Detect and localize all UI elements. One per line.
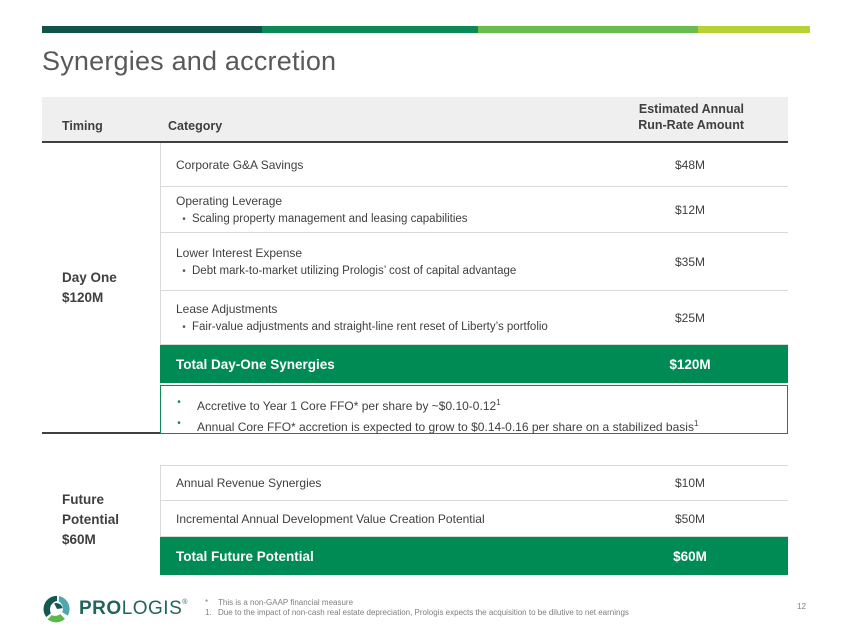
logo-logis: LOGIS	[121, 598, 183, 619]
footnote-marker: 1.	[205, 608, 212, 617]
category-cell	[160, 157, 620, 173]
footnote-text: Due to the impact of non-cash real estate depreciation, Prologis expects the acquisition to be dilutive to net earnings	[218, 608, 629, 617]
total-day-one-synergies-row	[160, 345, 788, 383]
category-detail-text: Scaling property management and leasing capabilities	[192, 212, 468, 225]
prologis-wordmark	[79, 598, 188, 620]
header-amount	[638, 101, 744, 133]
total-label: Total Future Potential	[176, 548, 314, 564]
footnote-text: This is a non-GAAP financial measure	[218, 598, 354, 607]
timing-day-one-line2: $120M	[62, 289, 104, 305]
prologis-logo	[42, 592, 188, 626]
total-label: Total Day-One Synergies	[176, 356, 335, 372]
category-detail	[176, 212, 620, 227]
accent-bar-segment-1	[42, 26, 262, 33]
prologis-globe-icon	[42, 594, 72, 624]
logo-pro: PRO	[79, 598, 122, 619]
timing-cell-day-one	[42, 143, 160, 434]
page-number: 12	[797, 602, 806, 611]
header-timing: Timing	[62, 119, 103, 133]
accent-bar	[42, 26, 810, 33]
category-detail	[176, 264, 620, 279]
amount-value: $48M	[674, 157, 706, 172]
table-row-lease-adjustments	[160, 291, 788, 345]
accent-bar-segment-4	[698, 26, 810, 33]
timing-future-line1: Future	[62, 492, 104, 507]
amount-value: $50M	[674, 511, 706, 526]
timing-day-one-line1: Day One	[62, 269, 117, 285]
footnote-marker: *	[205, 598, 209, 607]
callout-text: Annual Core FFO* accretion is expected to grow to $0.14-0.16 per share on a stabilized basis$^1$	[197, 419, 699, 434]
accretion-callout-box	[160, 385, 788, 434]
bullet-icon: •	[177, 418, 181, 429]
category-cell	[160, 301, 620, 335]
callout-line	[161, 415, 787, 436]
table-row-annual-revenue-synergies	[160, 465, 788, 501]
category-detail	[176, 320, 620, 335]
category-label: Annual Revenue Synergies	[176, 476, 322, 490]
header-amount-line2: Run-Rate Amount	[638, 118, 744, 132]
callout-text: Accretive to Year 1 Core FFO* per share by ~$0.10-0.12$^1$	[197, 398, 501, 413]
amount-value: $10M	[674, 476, 706, 490]
table-row-lower-interest-expense	[160, 233, 788, 291]
category-cell	[160, 245, 620, 279]
amount-value: $35M	[674, 254, 706, 269]
timing-future-line2: Potential	[62, 512, 120, 527]
table-row-corporate-ga-savings	[160, 143, 788, 187]
category-cell	[160, 193, 620, 227]
table-row-operating-leverage	[160, 187, 788, 233]
category-label: Incremental Annual Development Value Creation Potential	[176, 511, 485, 526]
category-detail-text: Debt mark-to-market utilizing Prologis’ cost of capital advantage	[192, 264, 517, 277]
total-amount: $120M	[669, 356, 711, 372]
accent-bar-segment-3	[478, 26, 698, 33]
header-category: Category	[168, 119, 223, 133]
category-label: Lease Adjustments	[176, 301, 278, 316]
bullet-icon: •	[182, 265, 186, 277]
footnote-1	[200, 608, 760, 618]
table-row-incremental-development-value	[160, 501, 788, 537]
category-label: Corporate G&A Savings	[176, 157, 304, 172]
amount-value: $12M	[674, 202, 706, 217]
table-header	[42, 97, 788, 143]
bullet-icon: •	[182, 321, 186, 333]
bullet-icon: •	[182, 213, 186, 225]
registered-mark: ®	[182, 599, 188, 606]
category-detail-text: Fair-value adjustments and straight-line rent reset of Liberty’s portfolio	[192, 320, 548, 333]
bullet-icon: •	[177, 397, 181, 408]
category-label: Operating Leverage	[176, 193, 283, 208]
category-cell	[160, 475, 620, 491]
total-future-potential-row	[160, 537, 788, 575]
accent-bar-segment-2	[262, 26, 478, 33]
category-cell	[160, 511, 620, 527]
callout-line	[161, 394, 787, 415]
amount-value: $25M	[674, 310, 706, 325]
footnotes	[200, 598, 760, 618]
category-label: Lower Interest Expense	[176, 245, 303, 260]
footnote-ref: 1	[693, 419, 699, 428]
timing-cell-future-potential	[42, 465, 160, 575]
slide-title: Synergies and accretion	[42, 46, 337, 76]
header-amount-line1: Estimated Annual	[638, 102, 744, 116]
footnote-asterisk	[200, 598, 760, 608]
total-amount: $60M	[673, 548, 707, 564]
timing-future-line3: $60M	[62, 532, 96, 547]
footnote-ref: 1	[496, 398, 501, 407]
